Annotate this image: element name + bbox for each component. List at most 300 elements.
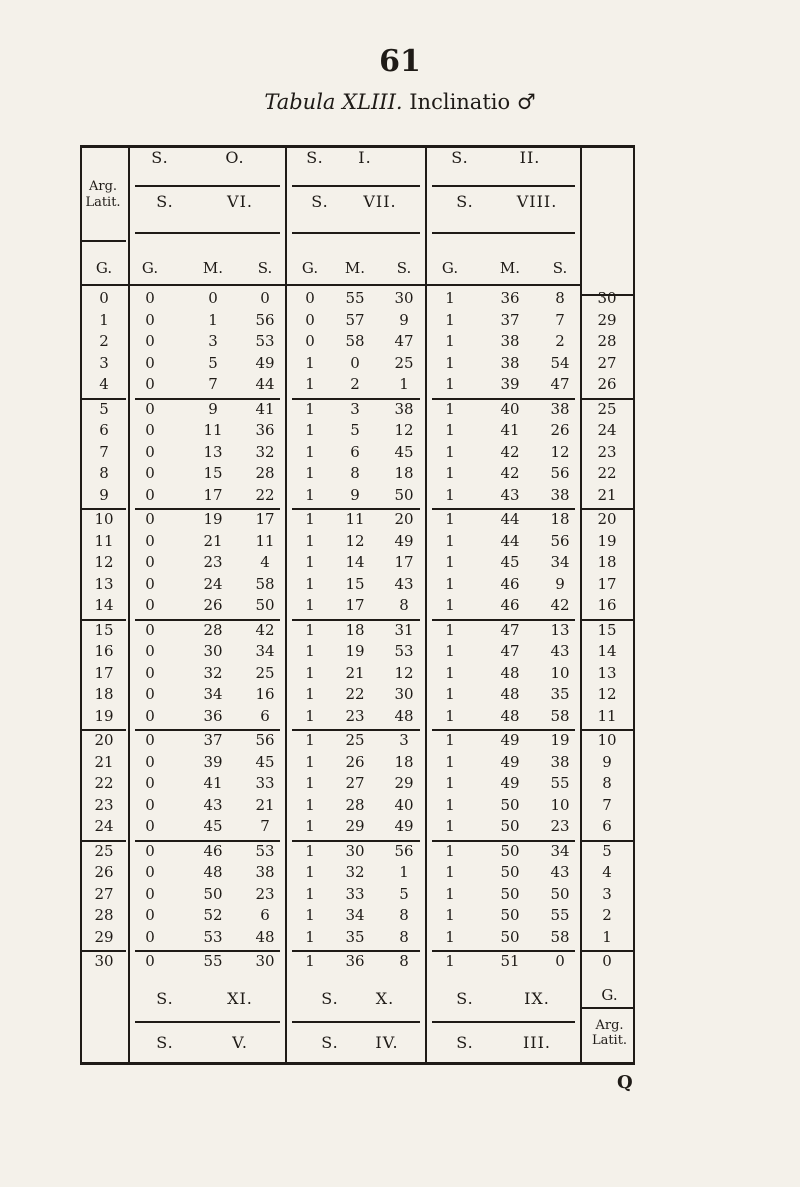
mars-symbol-icon: ♂ bbox=[516, 90, 536, 114]
value-cell: 43 bbox=[550, 642, 570, 660]
value-cell: 48 bbox=[394, 706, 414, 725]
value-cell: 1 bbox=[399, 863, 409, 881]
value-cell: 1 bbox=[445, 752, 455, 771]
footer-rule bbox=[135, 1021, 280, 1023]
arg-latit-cell: 26 bbox=[94, 863, 114, 881]
value-cell: 53 bbox=[255, 332, 275, 350]
value-cell: 49 bbox=[394, 817, 414, 835]
value-cell: 0 bbox=[145, 353, 155, 372]
value-cell: 1 bbox=[445, 485, 455, 504]
header-rule bbox=[135, 232, 280, 234]
value-cell: 13 bbox=[550, 620, 570, 639]
value-cell: 8 bbox=[399, 906, 409, 924]
arg-latit-cell: 18 bbox=[94, 685, 114, 703]
value-cell: 2 bbox=[350, 375, 360, 393]
value-cell: 1 bbox=[445, 952, 455, 970]
value-cell: 58 bbox=[550, 927, 570, 946]
value-cell: 0 bbox=[145, 952, 155, 970]
value-cell: 3 bbox=[208, 332, 218, 350]
value-cell: 1 bbox=[305, 841, 315, 860]
value-cell: 0 bbox=[145, 421, 155, 439]
sign-label: X. bbox=[375, 988, 395, 1008]
footer-rule bbox=[432, 1021, 575, 1023]
arg-latit-reverse-cell: 16 bbox=[597, 596, 617, 614]
value-cell: 0 bbox=[145, 375, 155, 393]
value-cell: 1 bbox=[305, 421, 315, 439]
value-cell: 1 bbox=[445, 553, 455, 571]
header-rule bbox=[292, 185, 420, 187]
column-label: G. bbox=[95, 259, 113, 277]
g-label: G. bbox=[601, 985, 618, 1004]
value-cell: 12 bbox=[345, 531, 365, 550]
value-cell: 1 bbox=[445, 332, 455, 350]
sign-label: IX. bbox=[524, 988, 550, 1008]
value-cell: 1 bbox=[445, 906, 455, 924]
value-cell: 18 bbox=[550, 510, 570, 528]
value-cell: 1 bbox=[445, 421, 455, 439]
value-cell: 14 bbox=[345, 553, 365, 571]
value-cell: 0 bbox=[145, 620, 155, 639]
header-rule bbox=[80, 240, 126, 242]
value-cell: 50 bbox=[500, 863, 520, 881]
sign-label: V. bbox=[232, 1032, 248, 1052]
value-cell: 53 bbox=[394, 642, 414, 660]
arg-latit-cell: 0 bbox=[99, 289, 109, 307]
value-cell: 45 bbox=[500, 553, 520, 571]
value-cell: 1 bbox=[445, 927, 455, 946]
value-cell: 1 bbox=[445, 663, 455, 682]
arg-latit-cell: 16 bbox=[94, 642, 114, 660]
value-cell: 30 bbox=[203, 642, 223, 660]
value-cell: 0 bbox=[555, 952, 565, 970]
value-cell: 50 bbox=[394, 485, 414, 504]
value-cell: 50 bbox=[203, 884, 223, 903]
value-cell: 1 bbox=[445, 574, 455, 593]
sign-label: III. bbox=[522, 1032, 552, 1052]
value-cell: 1 bbox=[305, 375, 315, 393]
value-cell: 34 bbox=[550, 841, 570, 860]
arg-latit-reverse-cell: 25 bbox=[597, 399, 617, 418]
value-cell: 25 bbox=[394, 353, 414, 372]
value-cell: 0 bbox=[305, 332, 315, 350]
value-cell: 43 bbox=[203, 795, 223, 814]
value-cell: 34 bbox=[203, 685, 223, 703]
value-cell: 21 bbox=[203, 531, 223, 550]
value-cell: 48 bbox=[500, 685, 520, 703]
value-cell: 30 bbox=[394, 289, 414, 307]
value-cell: 38 bbox=[394, 399, 414, 418]
arg-latit-cell: 23 bbox=[94, 795, 114, 814]
arg-latit-reverse-cell: 21 bbox=[597, 485, 617, 504]
value-cell: 28 bbox=[255, 464, 275, 482]
value-cell: 31 bbox=[394, 620, 414, 639]
arg-latit-cell: 15 bbox=[94, 620, 114, 639]
column-label: M. bbox=[202, 259, 224, 277]
value-cell: 40 bbox=[500, 399, 520, 418]
column-rule bbox=[580, 145, 582, 1065]
arg-latit-cell: 14 bbox=[94, 596, 114, 614]
value-cell: 47 bbox=[500, 642, 520, 660]
value-cell: 35 bbox=[550, 685, 570, 703]
arg-latit-reverse-cell: 17 bbox=[597, 574, 617, 593]
sign-label: I. bbox=[358, 148, 372, 167]
value-cell: 1 bbox=[445, 706, 455, 725]
value-cell: 12 bbox=[394, 663, 414, 682]
value-cell: 47 bbox=[394, 332, 414, 350]
sign-label: S. bbox=[456, 988, 474, 1008]
value-cell: 5 bbox=[399, 884, 409, 903]
value-cell: 33 bbox=[345, 884, 365, 903]
value-cell: 1 bbox=[305, 596, 315, 614]
arg-latit-cell: 10 bbox=[94, 510, 114, 528]
value-cell: 57 bbox=[345, 310, 365, 329]
value-cell: 53 bbox=[203, 927, 223, 946]
value-cell: 0 bbox=[145, 553, 155, 571]
table-number: Tabula XLIII. bbox=[264, 90, 403, 114]
value-cell: 0 bbox=[145, 906, 155, 924]
value-cell: 1 bbox=[305, 531, 315, 550]
table-subject: Inclinatio bbox=[409, 90, 511, 114]
value-cell: 49 bbox=[500, 774, 520, 792]
value-cell: 28 bbox=[203, 620, 223, 639]
arg-latit-reverse-cell: 10 bbox=[597, 731, 617, 749]
value-cell: 1 bbox=[445, 596, 455, 614]
value-cell: 1 bbox=[305, 685, 315, 703]
value-cell: 48 bbox=[500, 706, 520, 725]
page-title bbox=[0, 90, 800, 114]
value-cell: 15 bbox=[203, 464, 223, 482]
value-cell: 38 bbox=[500, 353, 520, 372]
sign-label: VIII. bbox=[516, 192, 558, 211]
value-cell: 1 bbox=[305, 510, 315, 528]
value-cell: 28 bbox=[345, 795, 365, 814]
header-rule bbox=[432, 185, 575, 187]
value-cell: 0 bbox=[145, 596, 155, 614]
value-cell: 48 bbox=[255, 927, 275, 946]
arg-latit-reverse-cell: 2 bbox=[602, 906, 612, 924]
value-cell: 36 bbox=[500, 289, 520, 307]
value-cell: 32 bbox=[203, 663, 223, 682]
arg-latit-reverse-cell: 4 bbox=[602, 863, 612, 881]
arg-latit-reverse-cell: 24 bbox=[597, 421, 617, 439]
arg-latit-cell: 3 bbox=[99, 353, 109, 372]
header-bottom-rule bbox=[80, 284, 580, 286]
arg-latit-cell: 1 bbox=[99, 310, 109, 329]
value-cell: 10 bbox=[550, 795, 570, 814]
value-cell: 6 bbox=[260, 906, 270, 924]
value-cell: 35 bbox=[345, 927, 365, 946]
value-cell: 1 bbox=[305, 817, 315, 835]
arg-label: Arg. bbox=[88, 179, 118, 194]
value-cell: 49 bbox=[255, 353, 275, 372]
arg-latit-reverse-cell: 30 bbox=[597, 289, 617, 307]
value-cell: 24 bbox=[203, 574, 223, 593]
value-cell: 0 bbox=[350, 353, 360, 372]
value-cell: 1 bbox=[445, 620, 455, 639]
value-cell: 1 bbox=[445, 841, 455, 860]
header-rule bbox=[292, 232, 420, 234]
value-cell: 45 bbox=[394, 442, 414, 461]
value-cell: 6 bbox=[350, 442, 360, 461]
value-cell: 43 bbox=[500, 485, 520, 504]
column-label: M. bbox=[344, 259, 366, 277]
arg-latit-reverse-cell: 18 bbox=[597, 553, 617, 571]
sign-label: S. bbox=[321, 988, 339, 1008]
value-cell: 1 bbox=[305, 663, 315, 682]
value-cell: 1 bbox=[305, 795, 315, 814]
value-cell: 1 bbox=[305, 553, 315, 571]
value-cell: 37 bbox=[203, 731, 223, 749]
value-cell: 1 bbox=[305, 620, 315, 639]
arg-latit-cell: 21 bbox=[94, 752, 114, 771]
value-cell: 21 bbox=[345, 663, 365, 682]
value-cell: 19 bbox=[345, 642, 365, 660]
value-cell: 43 bbox=[394, 574, 414, 593]
value-cell: 8 bbox=[399, 596, 409, 614]
value-cell: 1 bbox=[445, 642, 455, 660]
value-cell: 1 bbox=[305, 863, 315, 881]
value-cell: 9 bbox=[350, 485, 360, 504]
value-cell: 58 bbox=[550, 706, 570, 725]
value-cell: 25 bbox=[345, 731, 365, 749]
value-cell: 25 bbox=[255, 663, 275, 682]
value-cell: 34 bbox=[255, 642, 275, 660]
value-cell: 49 bbox=[394, 531, 414, 550]
value-cell: 42 bbox=[500, 464, 520, 482]
value-cell: 7 bbox=[555, 310, 565, 329]
arg-latit-cell: 27 bbox=[94, 884, 114, 903]
arg-latit-reverse-cell: 5 bbox=[602, 841, 612, 860]
value-cell: 1 bbox=[305, 706, 315, 725]
sign-label: XI. bbox=[227, 988, 253, 1008]
value-cell: 0 bbox=[145, 685, 155, 703]
sign-label: S. bbox=[451, 148, 469, 167]
value-cell: 6 bbox=[260, 706, 270, 725]
value-cell: 1 bbox=[445, 310, 455, 329]
arg-latit-reverse-cell: 22 bbox=[597, 464, 617, 482]
value-cell: 1 bbox=[445, 531, 455, 550]
value-cell: 44 bbox=[255, 375, 275, 393]
value-cell: 0 bbox=[145, 774, 155, 792]
value-cell: 1 bbox=[305, 399, 315, 418]
value-cell: 22 bbox=[345, 685, 365, 703]
arg-latit-reverse-cell: 29 bbox=[597, 310, 617, 329]
value-cell: 1 bbox=[445, 510, 455, 528]
value-cell: 0 bbox=[145, 706, 155, 725]
value-cell: 0 bbox=[145, 752, 155, 771]
value-cell: 50 bbox=[500, 884, 520, 903]
arg-latit-reverse-cell: 3 bbox=[602, 884, 612, 903]
value-cell: 0 bbox=[305, 289, 315, 307]
arg-latit-reverse-cell: 15 bbox=[597, 620, 617, 639]
sign-label: S. bbox=[456, 192, 474, 211]
value-cell: 44 bbox=[500, 510, 520, 528]
arg-latit-cell: 19 bbox=[94, 706, 114, 725]
value-cell: 17 bbox=[345, 596, 365, 614]
value-cell: 36 bbox=[255, 421, 275, 439]
value-cell: 1 bbox=[445, 685, 455, 703]
value-cell: 10 bbox=[550, 663, 570, 682]
value-cell: 1 bbox=[445, 863, 455, 881]
value-cell: 1 bbox=[305, 752, 315, 771]
latit-label: Latit. bbox=[85, 195, 121, 210]
value-cell: 53 bbox=[255, 841, 275, 860]
value-cell: 23 bbox=[550, 817, 570, 835]
latit-label: Latit. bbox=[591, 1032, 628, 1048]
value-cell: 26 bbox=[345, 752, 365, 771]
value-cell: 5 bbox=[350, 421, 360, 439]
value-cell: 56 bbox=[550, 531, 570, 550]
arg-latit-cell: 22 bbox=[94, 774, 114, 792]
column-label: G. bbox=[301, 259, 319, 277]
column-rule bbox=[425, 145, 427, 1065]
value-cell: 0 bbox=[145, 464, 155, 482]
value-cell: 13 bbox=[203, 442, 223, 461]
value-cell: 38 bbox=[550, 399, 570, 418]
value-cell: 0 bbox=[208, 289, 218, 307]
value-cell: 0 bbox=[145, 510, 155, 528]
value-cell: 50 bbox=[500, 817, 520, 835]
sign-label: S. bbox=[306, 148, 324, 167]
arg-latit-cell: 24 bbox=[94, 817, 114, 835]
value-cell: 49 bbox=[500, 731, 520, 749]
arg-label: Arg. bbox=[595, 1017, 624, 1033]
page-number: 61 bbox=[379, 44, 421, 79]
value-cell: 44 bbox=[500, 531, 520, 550]
value-cell: 0 bbox=[145, 310, 155, 329]
arg-latit-cell: 6 bbox=[99, 421, 109, 439]
sign-label: S. bbox=[456, 1032, 474, 1052]
value-cell: 58 bbox=[255, 574, 275, 593]
value-cell: 0 bbox=[260, 289, 270, 307]
value-cell: 11 bbox=[345, 510, 365, 528]
value-cell: 29 bbox=[345, 817, 365, 835]
value-cell: 36 bbox=[203, 706, 223, 725]
value-cell: 1 bbox=[445, 375, 455, 393]
arg-latit-reverse-cell: 14 bbox=[597, 642, 617, 660]
value-cell: 34 bbox=[345, 906, 365, 924]
value-cell: 47 bbox=[500, 620, 520, 639]
arg-latit-reverse-cell: 13 bbox=[597, 663, 617, 682]
value-cell: 26 bbox=[203, 596, 223, 614]
value-cell: 1 bbox=[445, 442, 455, 461]
value-cell: 21 bbox=[255, 795, 275, 814]
arg-latit-reverse-cell: 6 bbox=[602, 817, 612, 835]
value-cell: 48 bbox=[203, 863, 223, 881]
value-cell: 56 bbox=[550, 464, 570, 482]
value-cell: 0 bbox=[145, 863, 155, 881]
value-cell: 42 bbox=[500, 442, 520, 461]
value-cell: 17 bbox=[255, 510, 275, 528]
value-cell: 30 bbox=[255, 952, 275, 970]
value-cell: 1 bbox=[445, 795, 455, 814]
value-cell: 39 bbox=[500, 375, 520, 393]
sign-label: O. bbox=[225, 148, 245, 167]
value-cell: 1 bbox=[305, 574, 315, 593]
value-cell: 38 bbox=[550, 752, 570, 771]
value-cell: 26 bbox=[550, 421, 570, 439]
value-cell: 56 bbox=[255, 731, 275, 749]
value-cell: 2 bbox=[555, 332, 565, 350]
value-cell: 19 bbox=[203, 510, 223, 528]
column-label: G. bbox=[441, 259, 459, 277]
value-cell: 41 bbox=[203, 774, 223, 792]
value-cell: 50 bbox=[550, 884, 570, 903]
sign-label: VII. bbox=[363, 192, 397, 211]
arg-latit-cell: 5 bbox=[99, 399, 109, 418]
footer-rule bbox=[292, 1021, 420, 1023]
value-cell: 12 bbox=[394, 421, 414, 439]
arg-latit-cell: 28 bbox=[94, 906, 114, 924]
arg-latit-cell: 30 bbox=[94, 952, 114, 970]
value-cell: 1 bbox=[305, 927, 315, 946]
arg-latit-reverse-cell: 28 bbox=[597, 332, 617, 350]
sign-label: S. bbox=[321, 1032, 339, 1052]
value-cell: 1 bbox=[305, 464, 315, 482]
value-cell: 38 bbox=[255, 863, 275, 881]
value-cell: 30 bbox=[345, 841, 365, 860]
value-cell: 34 bbox=[550, 553, 570, 571]
value-cell: 0 bbox=[145, 332, 155, 350]
value-cell: 0 bbox=[145, 884, 155, 903]
arg-latit-cell: 7 bbox=[99, 442, 109, 461]
arg-latit-reverse-cell: 9 bbox=[602, 752, 612, 771]
value-cell: 56 bbox=[394, 841, 414, 860]
value-cell: 1 bbox=[445, 353, 455, 372]
value-cell: 9 bbox=[399, 310, 409, 329]
value-cell: 15 bbox=[345, 574, 365, 593]
value-cell: 9 bbox=[555, 574, 565, 593]
value-cell: 11 bbox=[255, 531, 275, 550]
value-cell: 38 bbox=[500, 332, 520, 350]
value-cell: 1 bbox=[305, 884, 315, 903]
arg-latit-reverse-cell: 11 bbox=[597, 706, 617, 725]
sign-label: S. bbox=[151, 148, 169, 167]
arg-latit-cell: 12 bbox=[94, 553, 114, 571]
value-cell: 27 bbox=[345, 774, 365, 792]
arg-latit-cell: 11 bbox=[94, 531, 114, 550]
value-cell: 8 bbox=[350, 464, 360, 482]
value-cell: 18 bbox=[394, 464, 414, 482]
column-label: S. bbox=[257, 259, 273, 277]
value-cell: 0 bbox=[145, 795, 155, 814]
value-cell: 32 bbox=[345, 863, 365, 881]
footer-rule bbox=[582, 1007, 633, 1009]
column-label: G. bbox=[141, 259, 159, 277]
value-cell: 8 bbox=[399, 927, 409, 946]
value-cell: 43 bbox=[550, 863, 570, 881]
value-cell: 46 bbox=[500, 596, 520, 614]
value-cell: 0 bbox=[145, 817, 155, 835]
value-cell: 3 bbox=[399, 731, 409, 749]
value-cell: 0 bbox=[145, 642, 155, 660]
value-cell: 7 bbox=[208, 375, 218, 393]
sign-label: S. bbox=[156, 1032, 174, 1052]
value-cell: 46 bbox=[500, 574, 520, 593]
value-cell: 20 bbox=[394, 510, 414, 528]
value-cell: 0 bbox=[145, 927, 155, 946]
value-cell: 1 bbox=[305, 731, 315, 749]
arg-latit-reverse-cell: 12 bbox=[597, 685, 617, 703]
sign-label: IV. bbox=[375, 1032, 399, 1052]
value-cell: 1 bbox=[445, 399, 455, 418]
sign-label: S. bbox=[311, 192, 329, 211]
value-cell: 37 bbox=[500, 310, 520, 329]
value-cell: 36 bbox=[345, 952, 365, 970]
value-cell: 42 bbox=[255, 620, 275, 639]
catchword: Q bbox=[617, 1072, 633, 1093]
value-cell: 1 bbox=[208, 310, 218, 329]
